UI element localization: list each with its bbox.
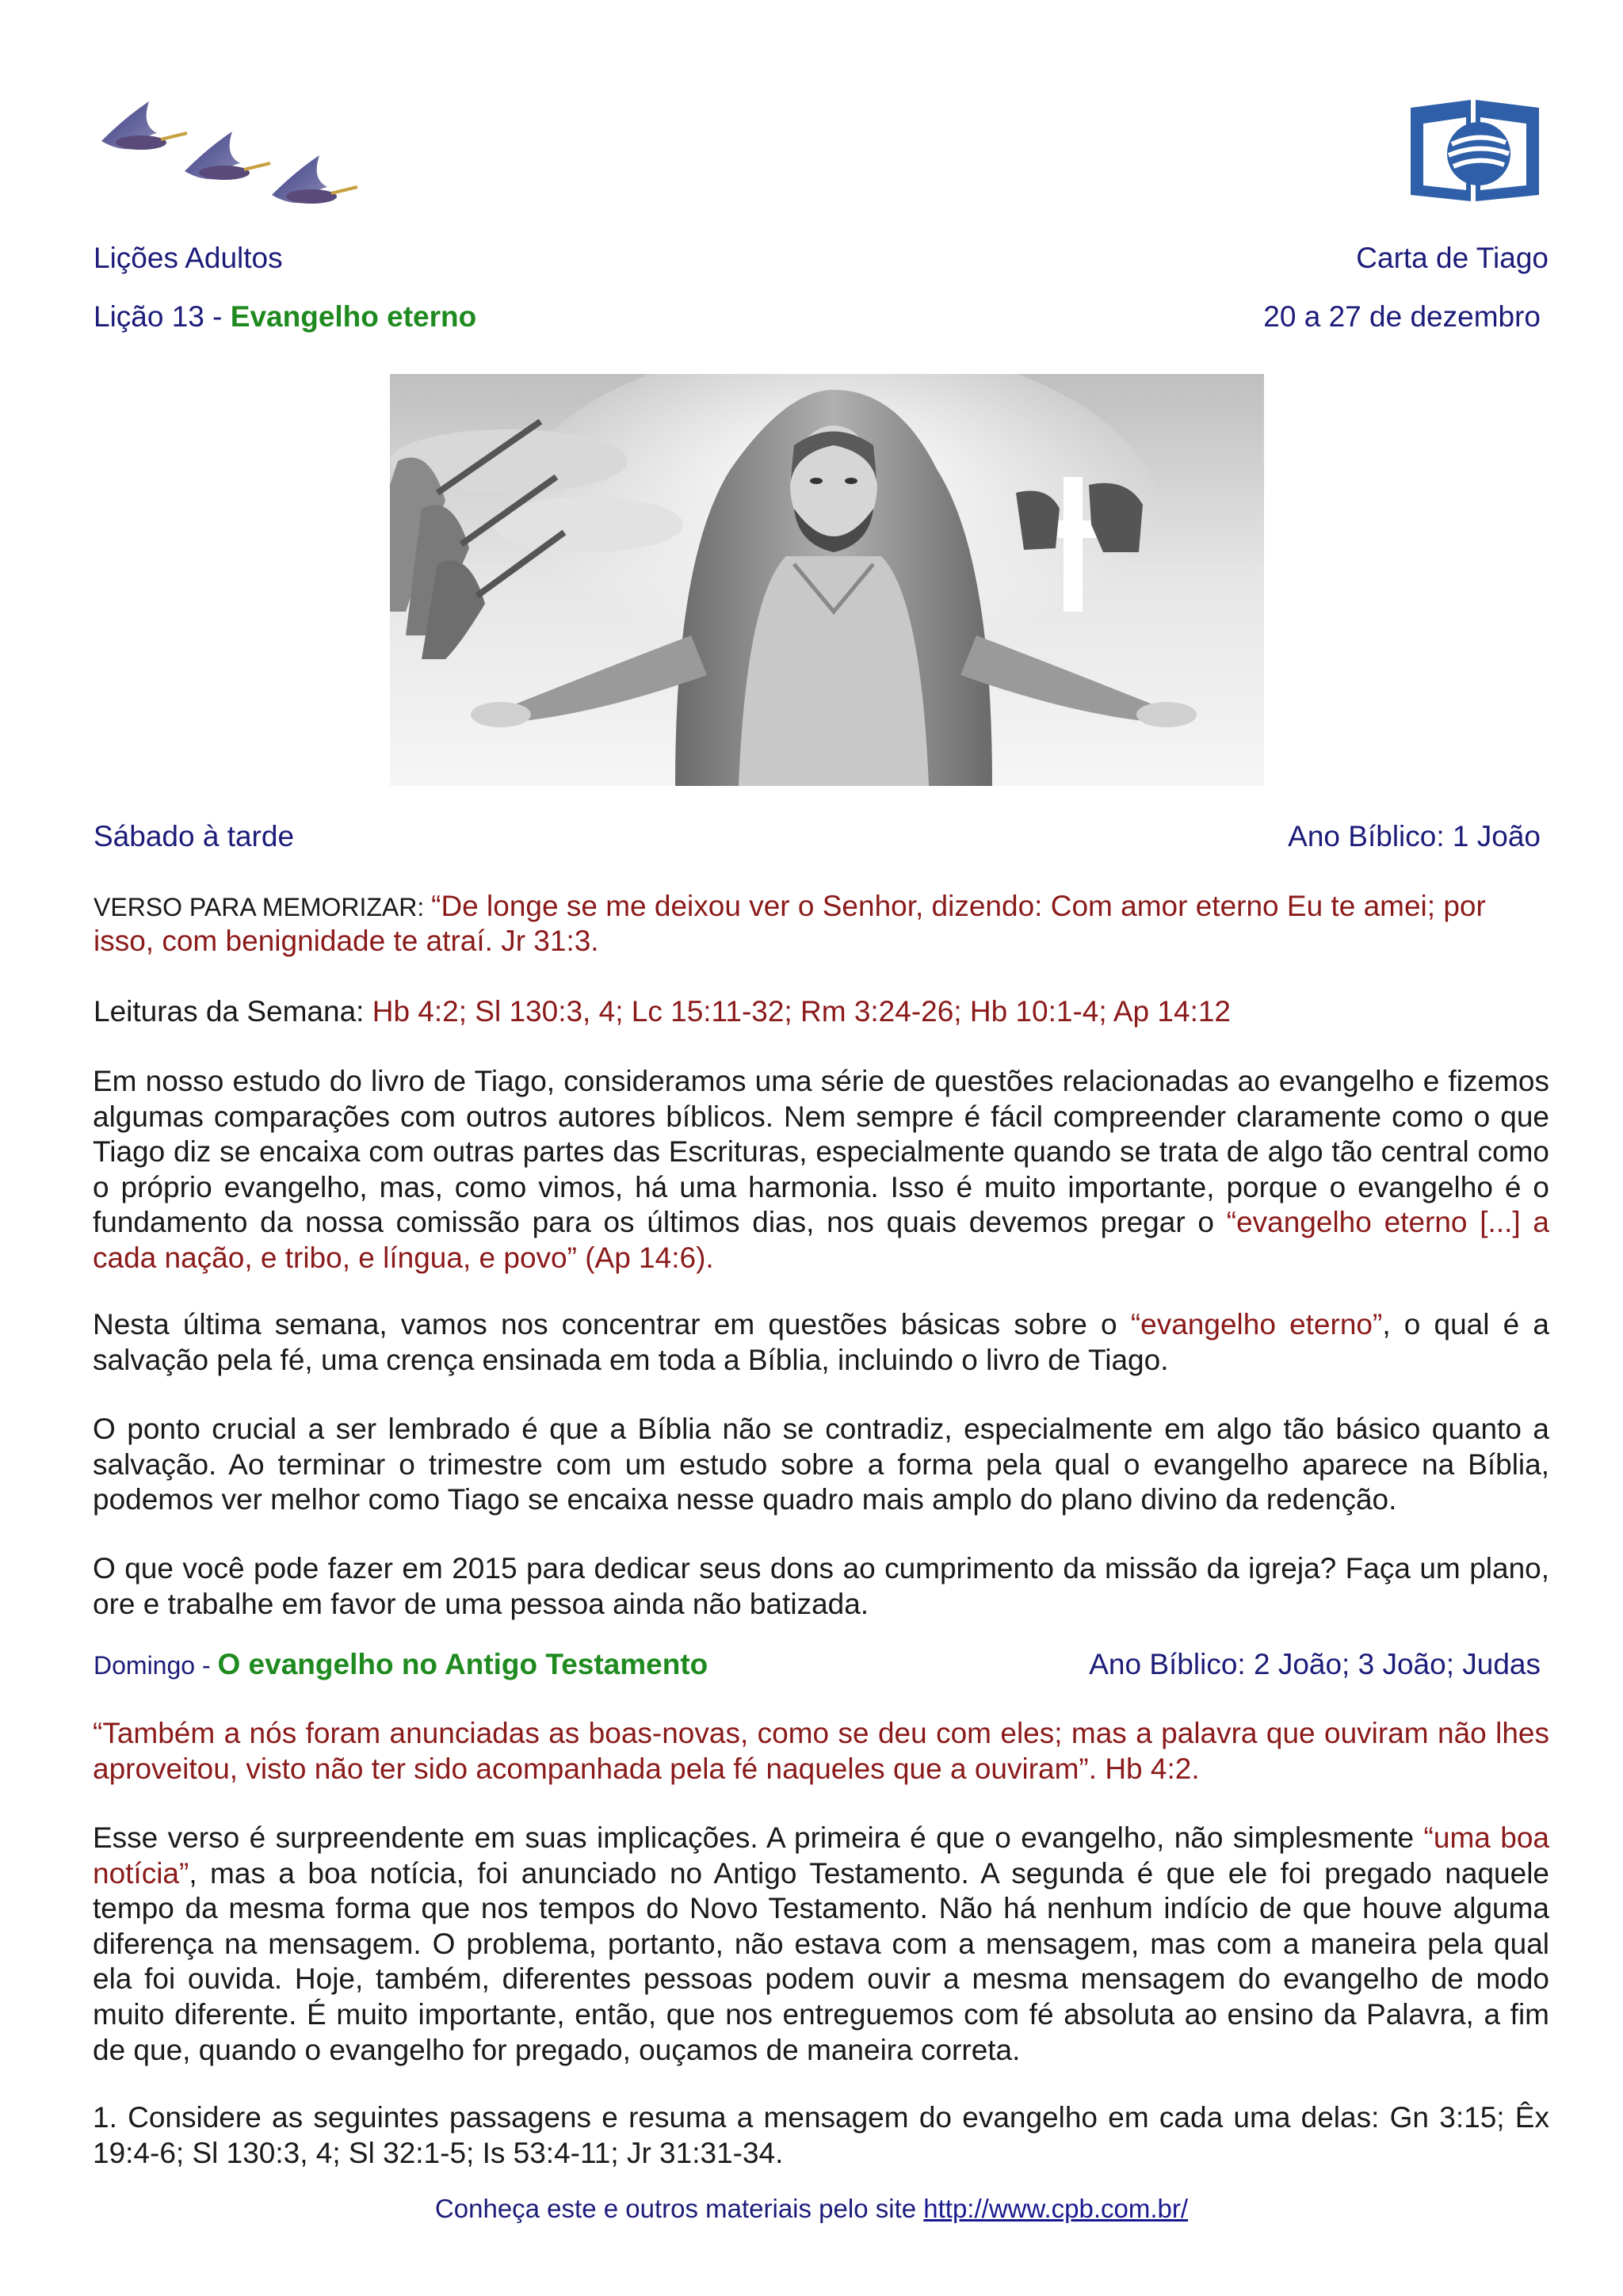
memory-verse-line1 xyxy=(94,889,1486,925)
paragraph-crucial-point: O ponto crucial a ser lembrado é que a Bíblia não se contradiz, especialmente em algo tão básico quanto a salvação. Ao terminar o trimestre com um estudo sobre a forma pela qual o evangelho aparece na Bíblia, podemos ver melhor como Tiago se encaixa nesse quadro mais amplo do plano divino da redenção. xyxy=(93,1413,1549,1516)
domingo-title: O evangelho no Antigo Testamento xyxy=(217,1648,708,1680)
jesus-open-arms-illustration xyxy=(390,374,1264,786)
weekly-readings xyxy=(94,994,1231,1029)
paragraph-verse-implications-rest: , mas a boa notícia, foi anunciado no Antigo Testamento. A segunda é que ele foi pregado naquele tempo da mesma forma que nos tempos do Novo Testamento. Não há nenhum indício de que houve alguma diferença na mensagem. O problema, portanto, não estava com a mensagem, mas com a maneira pela qual ela foi ouvida. Hoje, também, diferentes pessoas podem ouvir a mesma mensagem do evangelho de modo muito diferente. É muito importante, então, que nos entreguemos com fé absoluta ao ensino da Palavra, a fim de que, quando o evangelho for pregado, ouçamos de maneira correta. xyxy=(93,1856,1549,2066)
paragraph-verse-implications xyxy=(93,1821,1549,2068)
lesson-heading xyxy=(94,299,476,334)
memory-verse-text-1: “De longe se me deixou ver o Senhor, dizendo: Com amor eterno Eu te amei; por xyxy=(431,890,1486,922)
paragraph-verse-implications-text: Esse verso é surpreendente em suas implicações. A primeira é que o evangelho, não simplesmente xyxy=(93,1821,1424,1854)
lesson-number: Lição 13 - xyxy=(94,300,231,333)
lesson-title: Evangelho eterno xyxy=(230,300,477,333)
intro-paragraph xyxy=(93,1064,1549,1276)
weekly-readings-label: Leituras da Semana: xyxy=(94,995,372,1028)
book-title: Carta de Tiago xyxy=(1356,242,1549,274)
domingo-verse: “Também a nós foram anunciadas as boas-novas, como se deu com eles; mas a palavra que ouviram não lhes aproveitou, visto não ter sido acompanhada pela fé naqueles que a ouviram”. Hb 4:2. xyxy=(93,1717,1549,1785)
domingo-heading xyxy=(94,1647,708,1683)
paragraph-eternal-gospel xyxy=(93,1307,1549,1378)
memory-verse-text-2: isso, com benignidade te atraí. Jr 31:3. xyxy=(94,925,599,957)
series-label: Lições Adultos xyxy=(94,242,283,274)
domingo-ano-biblico: Ano Bíblico: 2 João; 3 João; Judas xyxy=(1089,1648,1541,1680)
intro-paragraph-quote: “evangelho eterno [...] a cada nação, e tribo, e língua, e povo” (Ap 14:6). xyxy=(93,1206,1550,1274)
sabado-heading: Sábado à tarde xyxy=(94,820,295,852)
footer-site-link[interactable]: http://www.cpb.com.br/ xyxy=(923,2194,1189,2223)
memory-verse-label: VERSO PARA MEMORIZAR: xyxy=(94,893,432,921)
question-1: 1. Considere as seguintes passagens e resuma a mensagem do evangelho em cada uma delas: Gn 3:15; Êx 19:4-6; Sl 130:3, 4; Sl 32:1-5; Is 53:4-11; Jr 31:31-34. xyxy=(93,2101,1549,2169)
paragraph-eternal-gospel-quote: “evangelho eterno” xyxy=(1130,1308,1383,1341)
paragraph-eternal-gospel-rest: , o qual é a salvação pela fé, uma crença ensinada em toda a Bíblia, incluindo o livro de Tiago. xyxy=(93,1308,1549,1376)
paragraph-verse-implications-quote: “uma boa notícia” xyxy=(93,1821,1549,1890)
footer-text: Conheça este e outros materiais pelo site xyxy=(434,2194,924,2223)
domingo-day: Domingo - xyxy=(94,1651,218,1680)
footer xyxy=(0,2193,1623,2225)
date-range: 20 a 27 de dezembro xyxy=(1263,300,1541,333)
three-angels-icon xyxy=(94,93,371,211)
cpb-book-globe-icon xyxy=(1407,97,1542,206)
intro-paragraph-text: Em nosso estudo do livro de Tiago, consideramos uma série de questões relacionadas ao evangelho e fizemos algumas comparações com outros autores bíblicos. Nem sempre é fácil compreender claramente como o que Tiago diz se encaixa com outras partes das Escrituras, especialmente quando se trata de algo tão central como o próprio evangelho, mas, como vimos, há uma harmonia. Isso é muito importante, porque o evangelho é o fundamento da nossa comissão para os últimos dias, nos quais devemos pregar o xyxy=(93,1065,1549,1239)
weekly-readings-refs: Hb 4:2; Sl 130:3, 4; Lc 15:11-32; Rm 3:24-26; Hb 10:1-4; Ap 14:12 xyxy=(372,995,1231,1028)
paragraph-eternal-gospel-text: Nesta última semana, vamos nos concentrar em questões básicas sobre o xyxy=(93,1308,1131,1341)
paragraph-mission-question: O que você pode fazer em 2015 para dedicar seus dons ao cumprimento da missão da igreja? Faça um plano, ore e trabalhe em favor de uma pessoa ainda não batizada. xyxy=(93,1552,1549,1620)
sabado-ano-biblico: Ano Bíblico: 1 João xyxy=(1288,820,1541,852)
